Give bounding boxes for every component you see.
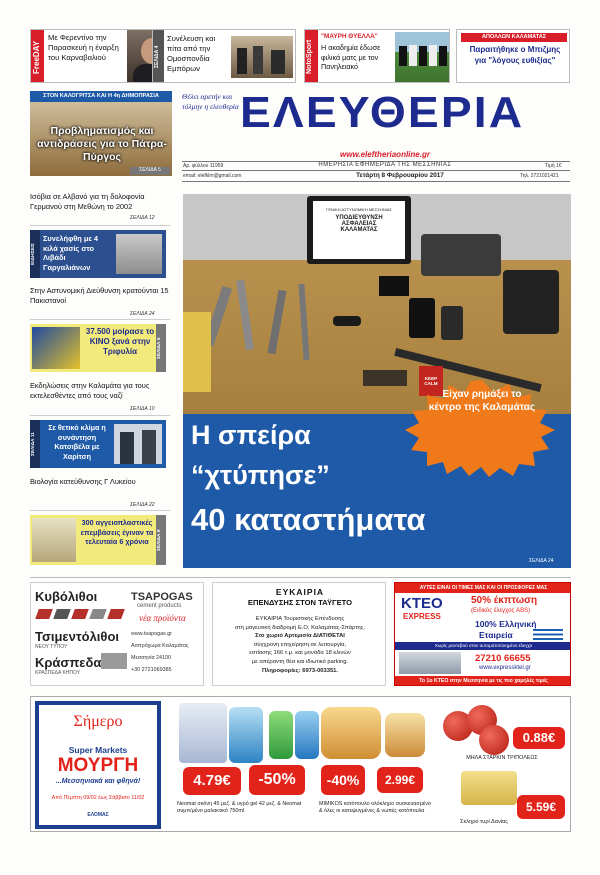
teaser-mavri-thyella[interactable] <box>304 29 450 83</box>
tool <box>298 284 309 360</box>
page-ref: ΣΕΛΙΔΑ 24 <box>529 558 554 564</box>
page-ref: ΣΕΛΙΔΑ 12 <box>130 215 155 221</box>
headline-line-3: 40 καταστήματα <box>191 502 426 537</box>
news-box-text: Σε θετικό κλίμα η συνάντηση Κατσιβέλα με Χαρίτση <box>48 423 106 461</box>
price-tag: 4.79€ <box>183 767 241 795</box>
football-team-photo <box>395 32 449 82</box>
price-tag: 2.99€ <box>377 767 423 793</box>
issue-date: Τετάρτη 8 Φεβρουαρίου 2017 <box>356 172 444 179</box>
ad-line-sub: ΚΡΑΣΠΕΔΑ ΚΗΠΟΥ <box>35 670 81 676</box>
product-text: Neomat σκόνη 45 μεζ. & υγρό gel 42 μεζ. & Neomat συμπ/μένο μαλακτικό 750ml <box>177 801 302 814</box>
news-box-text: 300 αγγειοπλαστικές επεμβάσεις έγιναν τα τελευταία 6 χρόνια <box>80 518 154 546</box>
news-item[interactable]: Στην Αστυνομική Διεύθυνση κρατούνται 15 Πακιστανοί <box>30 286 169 305</box>
issue-number: Αρ. φύλλου 11959 <box>183 163 224 169</box>
ad-new-products: νέα προϊόντα <box>139 613 186 623</box>
detergent-bottle <box>229 707 263 763</box>
news-box-hashish[interactable] <box>30 230 166 278</box>
ad-top: ΑΥΤΕΣ ΕΙΝΑΙ ΟΙ ΤΙΜΕΣ ΜΑΣ ΚΑΙ ΟΙ ΠΡΟΣΦΟΡΕΣ ΜΑΣ <box>419 585 548 591</box>
chicken-pack <box>321 707 381 759</box>
ad-opportunity[interactable] <box>212 582 386 686</box>
ad-supermarket[interactable] <box>30 696 571 832</box>
ad-sm: Super Markets <box>68 745 128 755</box>
ad-strip: Χωρίς ραντεβού στον αυτοματοποιημένο έλεγχο <box>434 643 533 648</box>
teaser-apollon[interactable] <box>456 29 570 83</box>
cheese <box>461 771 517 805</box>
gloves <box>183 312 211 392</box>
curb-stone <box>101 653 127 669</box>
ad-subtitle: ΕΠΕΝΔΥΣΗΣ ΣΤΟΝ ΤΑΫΓΕΤΟ <box>247 598 353 607</box>
chicken-pack <box>385 713 425 757</box>
price-tag: 0.88€ <box>513 727 565 749</box>
softener-bottle <box>269 711 293 759</box>
email[interactable]: email: elefklm@gmail.com <box>183 173 242 179</box>
ad-address: Ασπρόχωμα Καλαμάτας <box>131 643 189 649</box>
tab-label: ΣΕΛΙΔΑ 5 <box>157 337 162 359</box>
device <box>379 276 409 296</box>
ad-today: Σήμερο <box>73 713 123 730</box>
ad-line: Κράσπεδα <box>35 655 102 670</box>
ad-dates: Από Πέμπτη 09/02 έως Σάββατο 11/02 <box>51 795 145 801</box>
news-item[interactable]: Ισόβια σε Αλβανό για τη δολοφονία Γερμανού στη Μεθώνη το 2002 <box>30 192 145 211</box>
masthead-website[interactable]: www.eleftheriaonline.gr <box>340 150 430 159</box>
discount-tag: -40% <box>321 765 365 795</box>
supermarket-logo-panel <box>35 701 161 829</box>
ad-greek: 100% Ελληνική <box>475 619 537 629</box>
meeting-photo <box>231 36 293 78</box>
ad-brand: TSAPOGAS <box>131 591 193 603</box>
masthead-subtitle: ΗΜΕΡΗΣΙΑ ΕΦΗΜΕΡΙΔΑ ΤΗΣ ΜΕΣΣΗΝΙΑΣ <box>318 162 452 168</box>
teaser-kicker: ΑΠΟΛΛΩΝ ΚΑΛΑΜΑΤΑΣ <box>481 34 547 40</box>
ad-bottom: Το 1ο ΚΤΕΟ στην Μεσσηνία με τις πιο χαμηλές τιμές <box>419 678 548 684</box>
burst-text: Είχαν ρημάξει το κέντρο της Καλαμάτας <box>428 389 536 413</box>
ktel-building-photo <box>399 652 461 674</box>
page-ref: ΣΕΛΙΔΑ 22 <box>130 502 155 508</box>
ad-tsapogas[interactable] <box>30 582 204 686</box>
news-item[interactable]: Εκδηλώσεις στην Καλαμάτα για τους εκτελεσθέντες από τους ναζί <box>30 381 150 400</box>
ad-body: ΕΥΚΑΙΡΙΑ Τουριστικής Επένδυσης στη μαγευτική διαδρομή Ε.Ο. Καλαμάτας-Σπάρτης. Στο χωριό Αρτεμισία ΔΙΑΤΙΘΕΤΑΙ σύγχρονη επιχείρηση σε λειτουργία, εστίασης 166 τ.μ. και μονάδα 18 κλινών με απέραντη θέα και ιδιωτικό parking. Πληροφορίες: 6973-003351. <box>234 616 366 674</box>
tab-label: ΣΕΛΙΔΑ 8 <box>157 529 162 551</box>
tablet <box>503 270 559 334</box>
masthead-title: ΕΛΕΥΘΕΡΙΑ <box>240 88 525 137</box>
page-ref: ΣΕΛΙΔΑ 5 <box>130 167 170 175</box>
teaser-text: Με Φερεντίνο την Παρασκευή η έναρξη του Καρναβαλιού <box>48 33 119 62</box>
ad-store-name: ΜΟΥΡΓΗ <box>57 755 139 776</box>
ad-ktel[interactable] <box>394 582 571 686</box>
police-sign: ΓΕΝΙΚΗ ΑΣΤΥΝΟΜΙΚΗ ΜΕΣΣΗΝΙΑΣ ΥΠΟΔΙΕΥΘΥΝΣΗ ΑΣΦΑΛΕΙΑΣ ΚΑΛΑΜΑΤΑΣ <box>313 201 405 259</box>
ad-address-2: Μεσσηνία 24100 <box>131 655 172 661</box>
product-text: MIMIKOS κοτόπουλο ολόκληρο συσκευασμένο & όλες οι κατεψυγμένες & νωπές κοτόπουλα <box>319 801 431 814</box>
kino-photo <box>32 327 80 369</box>
tool <box>268 290 287 354</box>
ad-slogan: ...Μεσσηνιακά και φθηνά! <box>55 778 141 785</box>
news-box-angioplasty[interactable] <box>30 515 166 565</box>
ad-brand: ΕΛΟΜΑΣ <box>87 812 109 818</box>
tool <box>236 280 254 350</box>
ad-line-sub: ΝΕΟΥ ΤΥΠΟΥ <box>35 644 68 650</box>
keep-calm-case: KEEP CALM <box>419 366 443 396</box>
teaser-kicker: "ΜΑΥΡΗ ΘΥΕΛΛΑ" <box>321 33 378 40</box>
headline-line-2: “χτύπησε” <box>191 460 330 490</box>
apple <box>479 725 509 755</box>
ad-greek-2: Εταιρεία <box>479 630 513 640</box>
ad-web: www.expressktel.gr <box>479 665 531 671</box>
price: Τιμή 1€ <box>545 163 562 169</box>
page-ref: ΣΕΛΙΔΑ 24 <box>130 311 155 317</box>
page-ref: ΣΕΛΙΔΑ 4 <box>154 45 160 69</box>
detergent-box <box>179 703 227 763</box>
ad-discount-sub: (Ειδικός έλεγχος ABS) <box>471 608 531 614</box>
softener-bottle <box>295 711 319 759</box>
main-story[interactable] <box>183 194 571 568</box>
teaser-merchants[interactable] <box>152 29 296 83</box>
ad-discount: 50% έκπτωση <box>471 595 538 606</box>
phone-device <box>441 306 463 340</box>
news-box-text: 37.500 μοίρασε το ΚΙΝΟ ξανά στην Τριφυλία <box>85 327 155 356</box>
masthead-motto: Θέλει αρετήν και τόλμην η ελευθερία <box>182 92 239 111</box>
grill <box>421 234 501 276</box>
ad-phone: 27210 66655 <box>475 653 531 664</box>
promo-kicker: ΣΤΟΝ ΚΑΛΟΓΡΙΤΣΑ ΚΑΙ Η 4η ΔΗΜΟΠΡΑΣΙΑ <box>43 93 159 99</box>
promo-headline: Προβληματισμός και αντιδράσεις για το Πάτρα-Πύργος <box>37 125 167 163</box>
ad-logo: ΚΤΕΟ <box>401 595 443 612</box>
evidence-photo <box>116 234 162 274</box>
freeday-label: FreeDAY <box>32 40 41 74</box>
price-tag: 5.59€ <box>517 795 565 819</box>
ad-logo-2: EXPRESS <box>403 612 441 621</box>
tab-label: ΕΙΔΗΣΕΙΣ <box>31 243 36 265</box>
ad-title: ΕΥΚΑΙΡΙΑ <box>275 587 325 597</box>
discount-tag: -50% <box>249 765 305 795</box>
politicians-photo <box>114 424 162 464</box>
notosport-label: NotoSport <box>306 39 313 75</box>
ad-line: Τσιμεντόλιθοι <box>35 629 119 644</box>
phone-device <box>409 298 435 338</box>
ad-line: Κυβόλιθοι <box>35 589 98 604</box>
paving-stones <box>37 605 127 621</box>
flashlight <box>333 316 361 326</box>
hospital-photo <box>32 518 76 562</box>
teaser-text: Συνέλευση και πίτα από την Ομοσπονδία Εμπόρων <box>167 34 216 73</box>
headline-line-1: Η σπείρα <box>191 420 311 450</box>
product-text: ΜΗΛΑ ΣΤΑΡΚΙΝ ΤΡΙΠΟΛΕΩΣ <box>466 755 538 761</box>
news-box-text: Συνελήφθη με 4 κιλά χασίς στο Λιβάδι Γαργαλιάνων <box>43 234 99 272</box>
tab-label: ΣΕΛΙΔΑ 11 <box>31 432 36 456</box>
ad-web: www.tsapogas.gr <box>131 631 173 637</box>
news-box-kino[interactable] <box>30 324 166 372</box>
ad-brand-sub: cement products <box>137 603 182 609</box>
ad-phone: +30 2721069385 <box>131 667 172 673</box>
news-box-meeting[interactable] <box>30 420 166 468</box>
teaser-text: Η ακαδημία έδωσε φιλικά ματς με τον Πανηλειακό <box>321 43 381 71</box>
product-text: Σκληρό τυρί Δανίας <box>460 819 508 825</box>
page-ref: ΣΕΛΙΔΑ 10 <box>130 406 155 412</box>
news-item[interactable]: Βιολογία κατεύθυνσης Γ Λυκείου <box>30 477 136 486</box>
teaser-text: Παραιτήθηκε ο Μπιζμης για "λόγους ευθιξίας" <box>469 45 561 65</box>
side-promo-road[interactable] <box>30 91 172 176</box>
headline-panel <box>183 389 571 568</box>
phone: Τηλ. 2721021421 <box>520 173 559 179</box>
